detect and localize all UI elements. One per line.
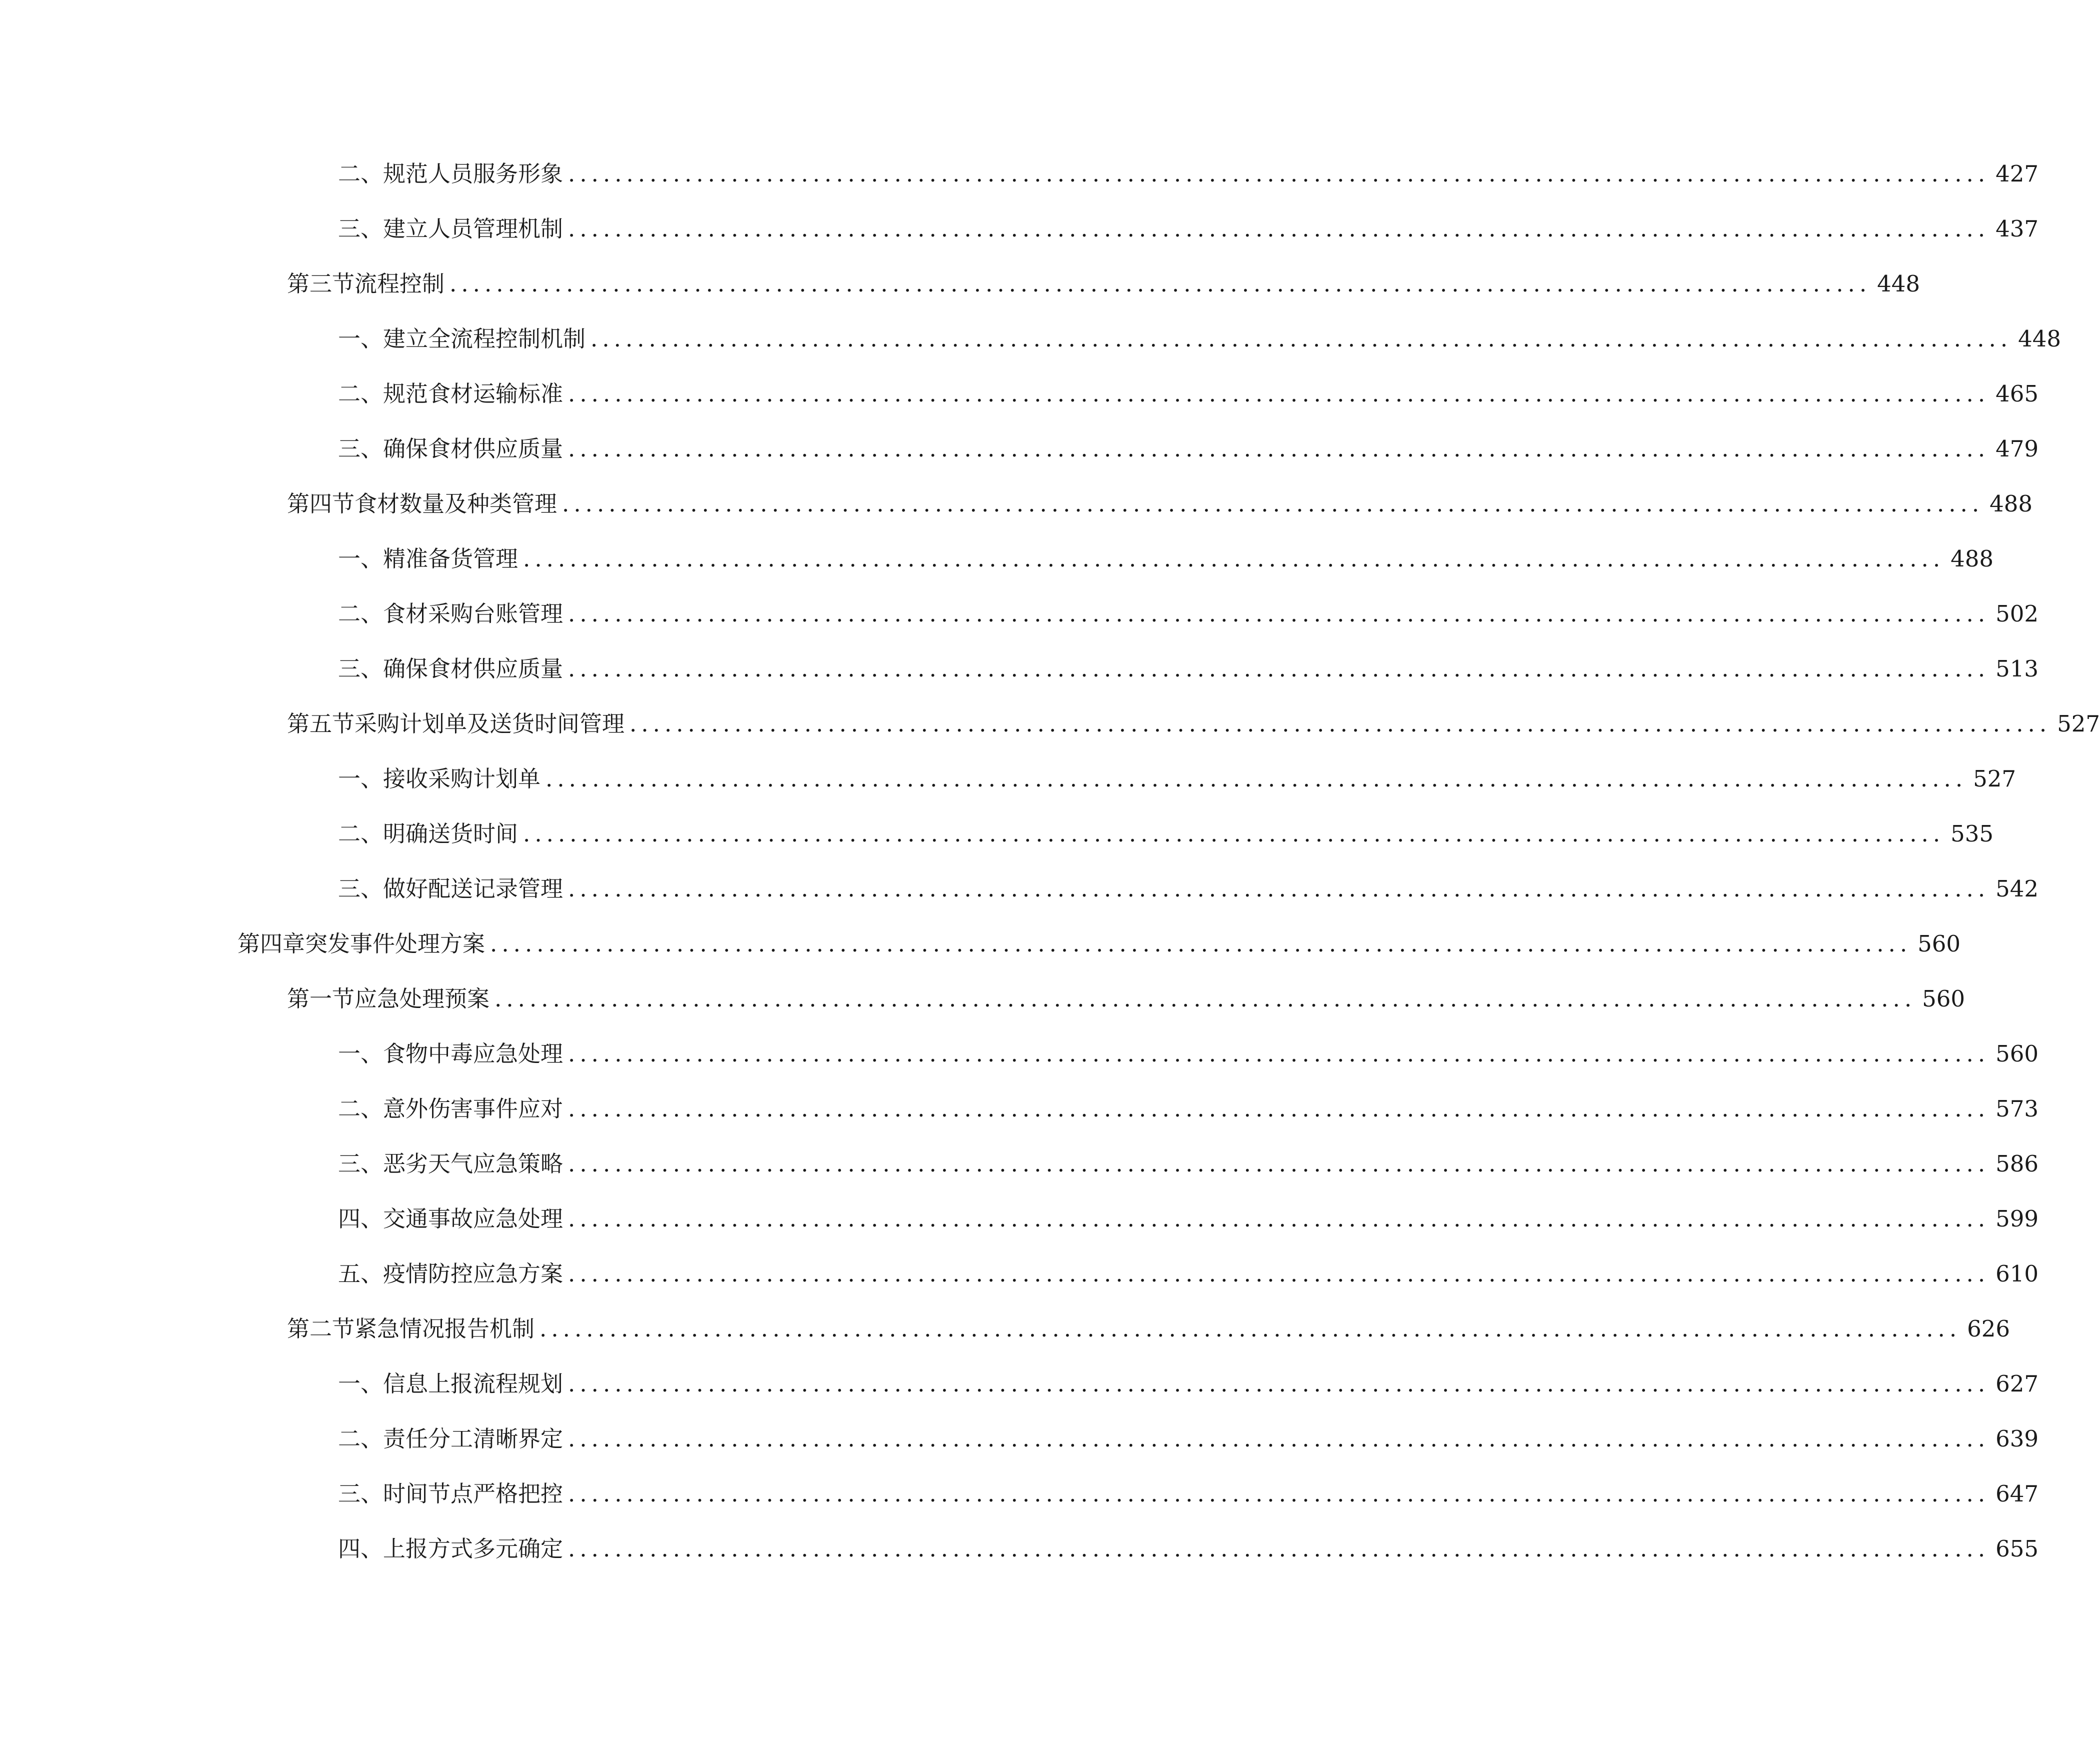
toc-entry-number: 第四章 xyxy=(238,930,306,957)
toc-entry[interactable] xyxy=(287,1312,2010,1346)
toc-entry-number: 三、 xyxy=(338,656,384,682)
toc-entry-page: 627 xyxy=(1996,1370,2039,1397)
toc-entry-title: 紧急情况报告机制 xyxy=(354,1316,535,1342)
toc-entry[interactable] xyxy=(287,266,1920,302)
toc-entry-title: 确保食材供应质量 xyxy=(383,656,564,682)
toc-entry-page: 610 xyxy=(1996,1260,2039,1287)
toc-entry-page: 527 xyxy=(1973,766,2016,792)
toc-entry-number: 第二节 xyxy=(287,1316,355,1342)
dot-leader: .......................................................................................................................... xyxy=(568,1096,1990,1122)
toc-entry-title: 上报方式多元确定 xyxy=(383,1536,564,1562)
toc-entry[interactable] xyxy=(338,762,2016,796)
toc-entry-page: 542 xyxy=(1996,876,2039,902)
dot-leader: .......................................................................................................................... xyxy=(568,436,1990,462)
dot-leader: .......................................................................................................................... xyxy=(568,1480,1990,1507)
toc-entry-page: 655 xyxy=(1996,1536,2039,1562)
toc-entry-number: 三、 xyxy=(338,216,384,242)
dot-leader: .......................................................................................................................... xyxy=(568,876,1990,902)
toc-entry-title: 突发事件处理方案 xyxy=(305,930,486,957)
toc-entry[interactable] xyxy=(338,322,2062,356)
toc-entry-page: 527 xyxy=(2057,710,2100,737)
toc-entry-number: 三、 xyxy=(338,1480,384,1507)
toc-entry-page: 560 xyxy=(1922,986,1966,1012)
toc-entry-title: 食物中毒应急处理 xyxy=(383,1040,564,1067)
dot-leader: .......................................................................................................................... xyxy=(562,490,1984,517)
toc-entry-page: 573 xyxy=(1996,1096,2039,1122)
toc-entry-page: 560 xyxy=(1918,930,1961,957)
dot-leader: .......................................................................................................................... xyxy=(568,656,1990,682)
toc-entry[interactable] xyxy=(338,1036,2039,1072)
toc-entry-number: 三、 xyxy=(338,436,384,462)
toc-entry-number: 第三节 xyxy=(287,270,355,297)
toc-entry-title: 时间节点严格把控 xyxy=(383,1480,564,1507)
dot-leader: .......................................................................................................................... xyxy=(490,930,1912,957)
dot-leader: .......................................................................................................................... xyxy=(568,160,1990,187)
toc-entry[interactable] xyxy=(338,1476,2039,1512)
toc-entry-page: 586 xyxy=(1996,1150,2039,1177)
toc-entry-page: 427 xyxy=(1996,160,2039,187)
toc-entry-title: 建立人员管理机制 xyxy=(383,216,564,242)
toc-entry-title: 恶劣天气应急策略 xyxy=(383,1150,564,1177)
toc-entry-number: 第一节 xyxy=(287,986,355,1012)
toc-entry-title: 应急处理预案 xyxy=(354,986,490,1012)
toc-entry-number: 三、 xyxy=(338,876,384,902)
toc-entry[interactable] xyxy=(338,1092,2039,1126)
toc-entry-page: 488 xyxy=(1950,546,1994,572)
toc-entry-page: 535 xyxy=(1950,820,1994,847)
toc-entry[interactable] xyxy=(338,1146,2039,1182)
toc-entry[interactable] xyxy=(338,652,2039,686)
dot-leader: .......................................................................................................................... xyxy=(523,546,1945,572)
toc-entry-page: 448 xyxy=(1877,270,1920,297)
toc-entry-page: 626 xyxy=(1967,1316,2010,1342)
toc-entry-title: 确保食材供应质量 xyxy=(383,436,564,462)
toc-entry-page: 502 xyxy=(1996,600,2039,627)
toc-entry-title: 食材采购台账管理 xyxy=(383,600,564,627)
toc-entry-page: 479 xyxy=(1996,436,2039,462)
toc-entry[interactable] xyxy=(338,816,1994,852)
toc-entry-number: 二、 xyxy=(338,820,384,847)
toc-entry[interactable] xyxy=(338,1422,2039,1456)
toc-entry[interactable] xyxy=(287,486,2033,522)
toc-entry-number: 二、 xyxy=(338,1096,384,1122)
toc-entry-number: 四、 xyxy=(338,1206,384,1232)
dot-leader: .......................................................................................................................... xyxy=(568,1206,1990,1232)
toc-entry-number: 五、 xyxy=(338,1260,384,1287)
dot-leader: .......................................................................................................................... xyxy=(568,1536,1990,1562)
toc-entry-number: 一、 xyxy=(338,766,384,792)
toc-entry[interactable] xyxy=(338,1366,2039,1402)
toc-entry-title: 采购计划单及送货时间管理 xyxy=(354,710,625,737)
toc-entry-page: 599 xyxy=(1996,1206,2039,1232)
toc-entry[interactable] xyxy=(338,212,2039,246)
toc-entry-page: 647 xyxy=(1996,1480,2039,1507)
dot-leader: .......................................................................................................................... xyxy=(568,1260,1990,1287)
toc-entry[interactable] xyxy=(338,1256,2039,1292)
toc-entry-page: 639 xyxy=(1996,1426,2039,1452)
toc-entry-title: 流程控制 xyxy=(354,270,445,297)
toc-entry-page: 560 xyxy=(1996,1040,2039,1067)
toc-entry-title: 食材数量及种类管理 xyxy=(354,490,558,517)
toc-entry-title: 信息上报流程规划 xyxy=(383,1370,564,1397)
toc-entry[interactable] xyxy=(338,156,2039,192)
toc-entry-title: 明确送货时间 xyxy=(383,820,518,847)
toc-entry-page: 437 xyxy=(1996,216,2039,242)
dot-leader: .......................................................................................................................... xyxy=(630,710,2052,737)
dot-leader: .......................................................................................................................... xyxy=(494,986,1916,1012)
dot-leader: .......................................................................................................................... xyxy=(568,1370,1990,1397)
toc-entry[interactable] xyxy=(287,706,2100,742)
toc-entry[interactable] xyxy=(238,926,1961,962)
dot-leader: .......................................................................................................................... xyxy=(568,380,1990,407)
dot-leader: .......................................................................................................................... xyxy=(540,1316,1962,1342)
toc-entry[interactable] xyxy=(287,982,1966,1016)
toc-entry-page: 448 xyxy=(2018,326,2062,352)
toc-entry-title: 意外伤害事件应对 xyxy=(383,1096,564,1122)
toc-entry-number: 三、 xyxy=(338,1150,384,1177)
toc-entry-number: 二、 xyxy=(338,160,384,187)
toc-entry-number: 二、 xyxy=(338,600,384,627)
toc-entry-number: 二、 xyxy=(338,1426,384,1452)
dot-leader: .......................................................................................................................... xyxy=(523,820,1945,847)
toc-entry-title: 建立全流程控制机制 xyxy=(383,326,586,352)
dot-leader: .......................................................................................................................... xyxy=(568,1426,1990,1452)
toc-entry-page: 513 xyxy=(1996,656,2039,682)
dot-leader: .......................................................................................................................... xyxy=(450,270,1872,297)
toc-entry[interactable] xyxy=(338,1202,2039,1236)
toc-entry-title: 责任分工清晰界定 xyxy=(383,1426,564,1452)
toc-entry-title: 精准备货管理 xyxy=(383,546,518,572)
toc-entry-title: 规范人员服务形象 xyxy=(383,160,564,187)
toc-entry-title: 接收采购计划单 xyxy=(383,766,541,792)
toc-entry-number: 第五节 xyxy=(287,710,355,737)
toc-entry-number: 一、 xyxy=(338,1370,384,1397)
toc-entry-title: 交通事故应急处理 xyxy=(383,1206,564,1232)
toc-entry-number: 四、 xyxy=(338,1536,384,1562)
toc-entry-number: 第四节 xyxy=(287,490,355,517)
toc-entry-number: 一、 xyxy=(338,1040,384,1067)
toc-entry-number: 一、 xyxy=(338,546,384,572)
toc-entry[interactable] xyxy=(338,542,1994,576)
toc-entry[interactable] xyxy=(338,432,2039,466)
toc-entry-page: 488 xyxy=(1990,490,2033,517)
dot-leader: .......................................................................................................................... xyxy=(568,600,1990,627)
dot-leader: .......................................................................................................................... xyxy=(590,326,2012,352)
toc-entry-title: 疫情防控应急方案 xyxy=(383,1260,564,1287)
toc-entry[interactable] xyxy=(338,596,2039,632)
toc-entry[interactable] xyxy=(338,376,2039,412)
dot-leader: .......................................................................................................................... xyxy=(568,1150,1990,1177)
toc-entry-number: 一、 xyxy=(338,326,384,352)
toc-entry[interactable] xyxy=(338,1532,2039,1566)
toc-entry-page: 465 xyxy=(1996,380,2039,407)
dot-leader: .......................................................................................................................... xyxy=(568,216,1990,242)
toc-entry-number: 二、 xyxy=(338,380,384,407)
dot-leader: .......................................................................................................................... xyxy=(546,766,1968,792)
toc-entry-title: 规范食材运输标准 xyxy=(383,380,564,407)
toc-entry[interactable] xyxy=(338,872,2039,906)
toc-entry-title: 做好配送记录管理 xyxy=(383,876,564,902)
dot-leader: .......................................................................................................................... xyxy=(568,1040,1990,1067)
